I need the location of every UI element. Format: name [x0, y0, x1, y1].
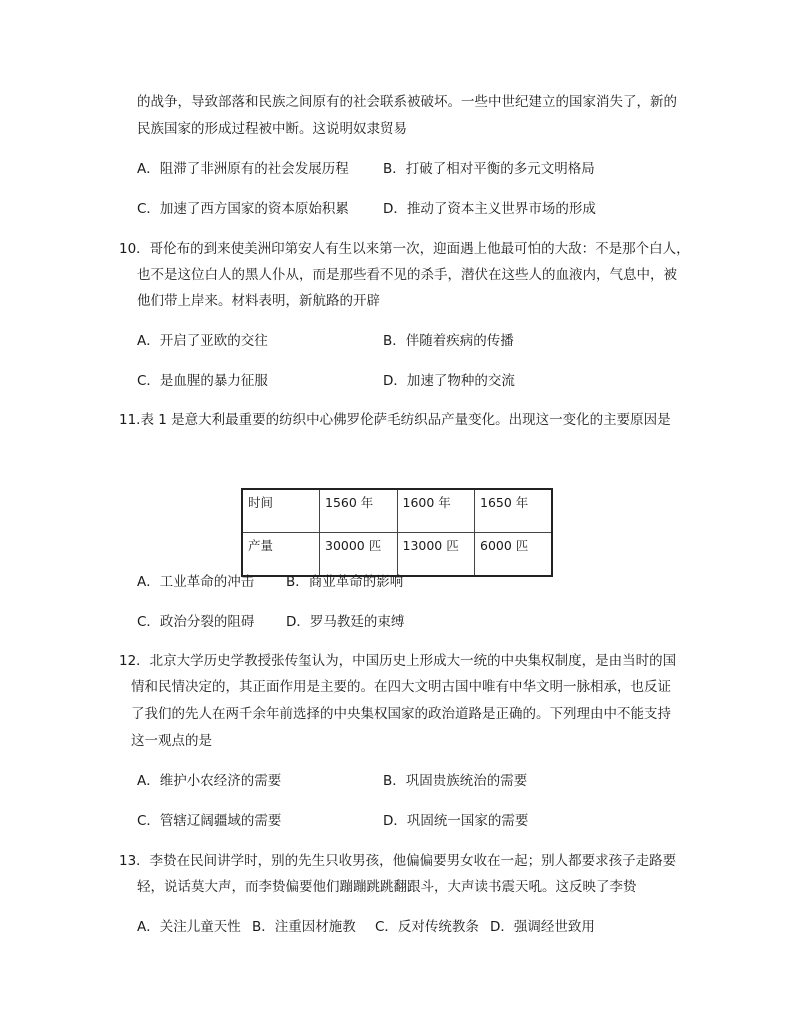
- q12-option-c: C．管辖辽阔疆域的需要: [137, 813, 282, 829]
- q11-option-c: C．政治分裂的阻碍: [137, 614, 255, 630]
- q12-stem-line2: 情和民情决定的，其正面作用是主要的。在四大文明古国中唯有中华文明一脉相承，也反证: [131, 679, 671, 695]
- q11-option-d: D．罗马教廷的束缚: [286, 614, 405, 630]
- table-cell: 30000 匹: [320, 533, 398, 577]
- table-cell: 13000 匹: [397, 533, 475, 577]
- q13-stem-line1: 13．李贽在民间讲学时，别的先生只收男孩，他偏偏要男女收在一起；别人都要求孩子走路要: [119, 853, 677, 869]
- q12-stem-line3: 了我们的先人在两千余年前选择的中央集权国家的政治道路是正确的。下列理由中不能支持: [131, 706, 671, 722]
- production-table: [241, 488, 553, 577]
- q10-option-b: B．伴随着疾病的传播: [383, 333, 514, 349]
- q10-option-d: D．加速了物种的交流: [383, 373, 515, 389]
- table-row: [242, 533, 552, 577]
- q13-option-a: A．关注儿童天性: [137, 919, 241, 935]
- q11-option-a: A．工业革命的冲击: [137, 574, 255, 590]
- table-cell: 1600 年: [397, 489, 475, 533]
- q12-option-a: A．维护小农经济的需要: [137, 773, 282, 789]
- q10-option-a: A．开启了亚欧的交往: [137, 333, 268, 349]
- q9-stem-line2: 民族国家的形成过程被中断。这说明奴隶贸易: [137, 121, 407, 137]
- q9-option-d: D．推动了资本主义世界市场的形成: [383, 201, 596, 217]
- q10-option-c: C．是血腥的暴力征服: [137, 373, 268, 389]
- q13-option-b: B．注重因材施教: [252, 919, 356, 935]
- table-cell: 1650 年: [475, 489, 553, 533]
- q10-stem-line2: 也不是这位白人的黑人仆从，而是那些看不见的杀手，潜伏在这些人的血液内，气息中，被: [137, 267, 677, 283]
- q10-stem-line3: 他们带上岸来。材料表明，新航路的开辟: [137, 293, 380, 309]
- q9-option-b: B．打破了相对平衡的多元文明格局: [383, 161, 595, 177]
- table-row: [242, 489, 552, 533]
- q9-option-a: A．阻滞了非洲原有的社会发展历程: [137, 161, 349, 177]
- q13-option-d: D．强调经世致用: [490, 919, 595, 935]
- q11-stem-line1: 11.表 1 是意大利最重要的纺织中心佛罗伦萨毛纺织品产量变化。出现这一变化的主要原因是: [119, 412, 671, 428]
- table-cell: 1560 年: [320, 489, 398, 533]
- q11-option-b: B．商业革命的影响: [286, 574, 404, 590]
- table-cell: 产量: [242, 533, 320, 577]
- q12-stem-line1: 12．北京大学历史学教授张传玺认为，中国历史上形成大一统的中央集权制度，是由当时的国: [119, 653, 677, 669]
- q10-stem-line1: 10．哥伦布的到来使美洲印第安人有生以来第一次，迎面遇上他最可怕的大敌：不是那个白人，: [119, 241, 690, 257]
- q9-stem-line1: 的战争，导致部落和民族之间原有的社会联系被破坏。一些中世纪建立的国家消失了，新的: [137, 94, 677, 110]
- q9-option-c: C．加速了西方国家的资本原始积累: [137, 201, 349, 217]
- q12-stem-line4: 这一观点的是: [131, 733, 212, 749]
- q13-stem-line2: 轻，说话莫大声，而李贽偏要他们蹦蹦跳跳翻跟斗，大声读书震天吼。这反映了李贽: [137, 879, 637, 895]
- q12-option-d: D．巩固统一国家的需要: [383, 813, 529, 829]
- q13-option-c: C．反对传统教条: [375, 919, 479, 935]
- table-cell: 6000 匹: [475, 533, 553, 577]
- q12-option-b: B．巩固贵族统治的需要: [383, 773, 528, 789]
- table-cell: 时间: [242, 489, 320, 533]
